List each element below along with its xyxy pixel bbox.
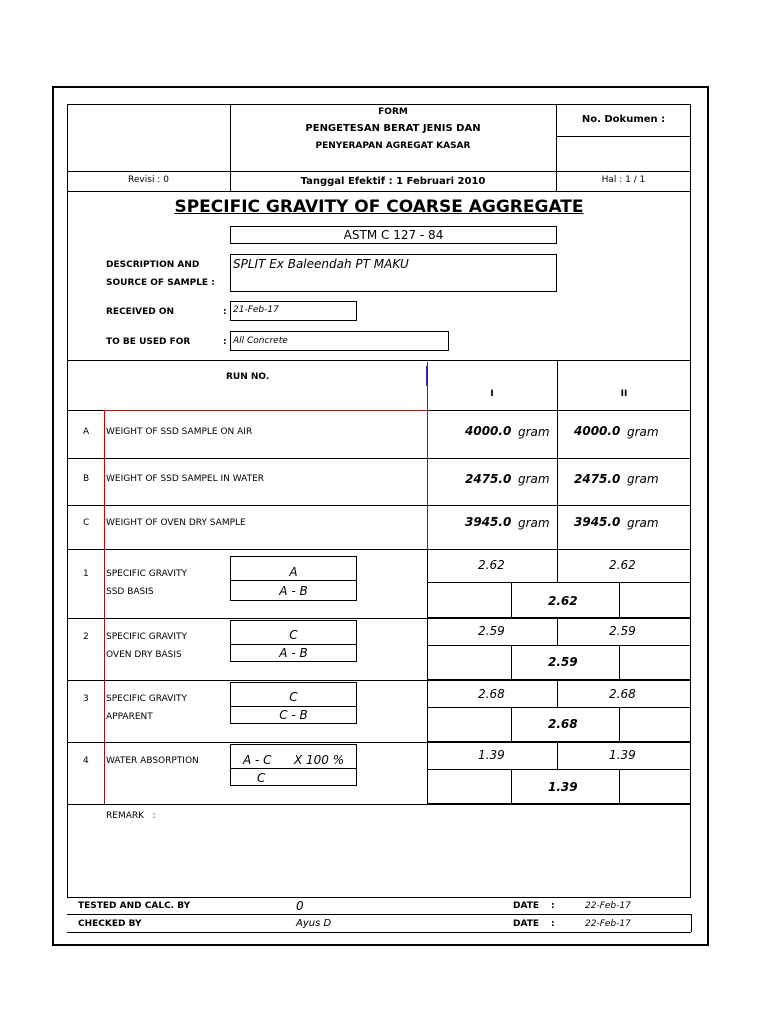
description-label-line1: DESCRIPTION AND (106, 260, 200, 270)
unit: gram (518, 516, 550, 530)
effective-date: Tanggal Efektif : 1 Februari 2010 (300, 176, 486, 187)
unit: gram (627, 425, 659, 439)
result-box (427, 618, 691, 680)
unit: gram (518, 472, 550, 486)
date-colon: : (551, 901, 555, 911)
row-label: WEIGHT OF OVEN DRY SAMPLE (106, 518, 246, 528)
description-label-line2: SOURCE OF SAMPLE : (106, 278, 215, 288)
run-2-result: 1.39 (609, 748, 636, 762)
run-1-value: 2475.0 (465, 472, 512, 486)
standard-box: ASTM C 127 - 84 (230, 226, 557, 244)
formula-numerator: A - C (243, 753, 272, 767)
used-for-label: TO BE USED FOR (106, 337, 191, 347)
row-code: C (83, 518, 90, 528)
row-label-line1: WATER ABSORPTION (106, 756, 199, 766)
received-colon: : (223, 307, 227, 317)
formula-numerator: A (289, 565, 298, 579)
description-value: SPLIT Ex Baleendah PT MAKU (230, 254, 557, 292)
form-title-line1: PENGETESAN BERAT JENIS DAN (305, 123, 481, 134)
received-value: 21-Feb-17 (230, 301, 357, 321)
formula-numerator: C (289, 628, 298, 642)
average-result: 1.39 (548, 780, 578, 794)
formula-denominator: C - B (279, 708, 308, 722)
run-1-result: 2.59 (478, 624, 505, 638)
row-label-line2: SSD BASIS (106, 587, 154, 597)
formula-numerator: C (289, 690, 298, 704)
average-result: 2.62 (548, 594, 578, 608)
row-code: A (83, 427, 90, 437)
tested-by-value: 0 (296, 899, 304, 913)
average-result: 2.68 (548, 717, 578, 731)
run-no-header: RUN NO. (226, 372, 270, 382)
formula-denominator: C (257, 771, 266, 785)
revision: Revisi : 0 (128, 175, 169, 185)
row-label: WEIGHT OF SSD SAMPLE ON AIR (106, 427, 253, 437)
run-2-result: 2.68 (609, 687, 636, 701)
page-title: SPECIFIC GRAVITY OF COARSE AGGREGATE (174, 197, 584, 217)
doc-number-label: No. Dokumen : (581, 114, 666, 125)
run-1-result: 2.62 (478, 558, 505, 572)
formula-denominator: A - B (279, 584, 308, 598)
unit: gram (518, 425, 550, 439)
result-box (427, 742, 691, 804)
average-result: 2.59 (548, 655, 578, 669)
row-label-line1: SPECIFIC GRAVITY (106, 569, 187, 579)
row-number: 2 (83, 632, 89, 642)
row-number: 3 (83, 694, 89, 704)
tested-date: 22-Feb-17 (585, 901, 631, 911)
row-code: B (83, 474, 90, 484)
run-2-value: 2475.0 (574, 472, 621, 486)
date-label: DATE (513, 919, 540, 929)
run-1-header: I (490, 389, 494, 399)
page-number: Hal : 1 / 1 (601, 175, 646, 185)
run-2-result: 2.62 (609, 558, 636, 572)
formula-denominator: A - B (279, 646, 308, 660)
checked-by-value: Ayus D (296, 918, 332, 929)
row-label-line2: APPARENT (106, 712, 153, 722)
form-title-line2: PENYERAPAN AGREGAT KASAR (315, 141, 471, 151)
used-for-colon: : (223, 337, 227, 347)
row-label-line1: SPECIFIC GRAVITY (106, 632, 187, 642)
unit: gram (627, 472, 659, 486)
row-label-line2: OVEN DRY BASIS (106, 650, 182, 660)
date-colon: : (551, 919, 555, 929)
formula-multiplier: X 100 % (294, 753, 345, 767)
received-label: RECEIVED ON (106, 307, 175, 317)
row-number: 4 (83, 756, 89, 766)
run-2-value: 4000.0 (574, 424, 621, 438)
run-1-result: 2.68 (478, 687, 505, 701)
used-for-value: All Concrete (230, 331, 449, 351)
run-2-result: 2.59 (609, 624, 636, 638)
row-number: 1 (83, 569, 89, 579)
run-1-value: 3945.0 (465, 515, 512, 529)
date-label: DATE (513, 901, 540, 911)
result-box (427, 680, 691, 742)
row-label: WEIGHT OF SSD SAMPEL IN WATER (106, 474, 265, 484)
remark-label: REMARK : (106, 811, 156, 821)
unit: gram (627, 516, 659, 530)
row-label-line1: SPECIFIC GRAVITY (106, 694, 187, 704)
run-2-header: II (620, 389, 628, 399)
run-1-value: 4000.0 (465, 424, 512, 438)
checked-date: 22-Feb-17 (585, 919, 631, 929)
checked-by-label: CHECKED BY (78, 919, 142, 929)
tested-by-label: TESTED AND CALC. BY (78, 901, 191, 911)
run-2-value: 3945.0 (574, 515, 621, 529)
run-1-result: 1.39 (478, 748, 505, 762)
form-label: FORM (378, 107, 408, 117)
